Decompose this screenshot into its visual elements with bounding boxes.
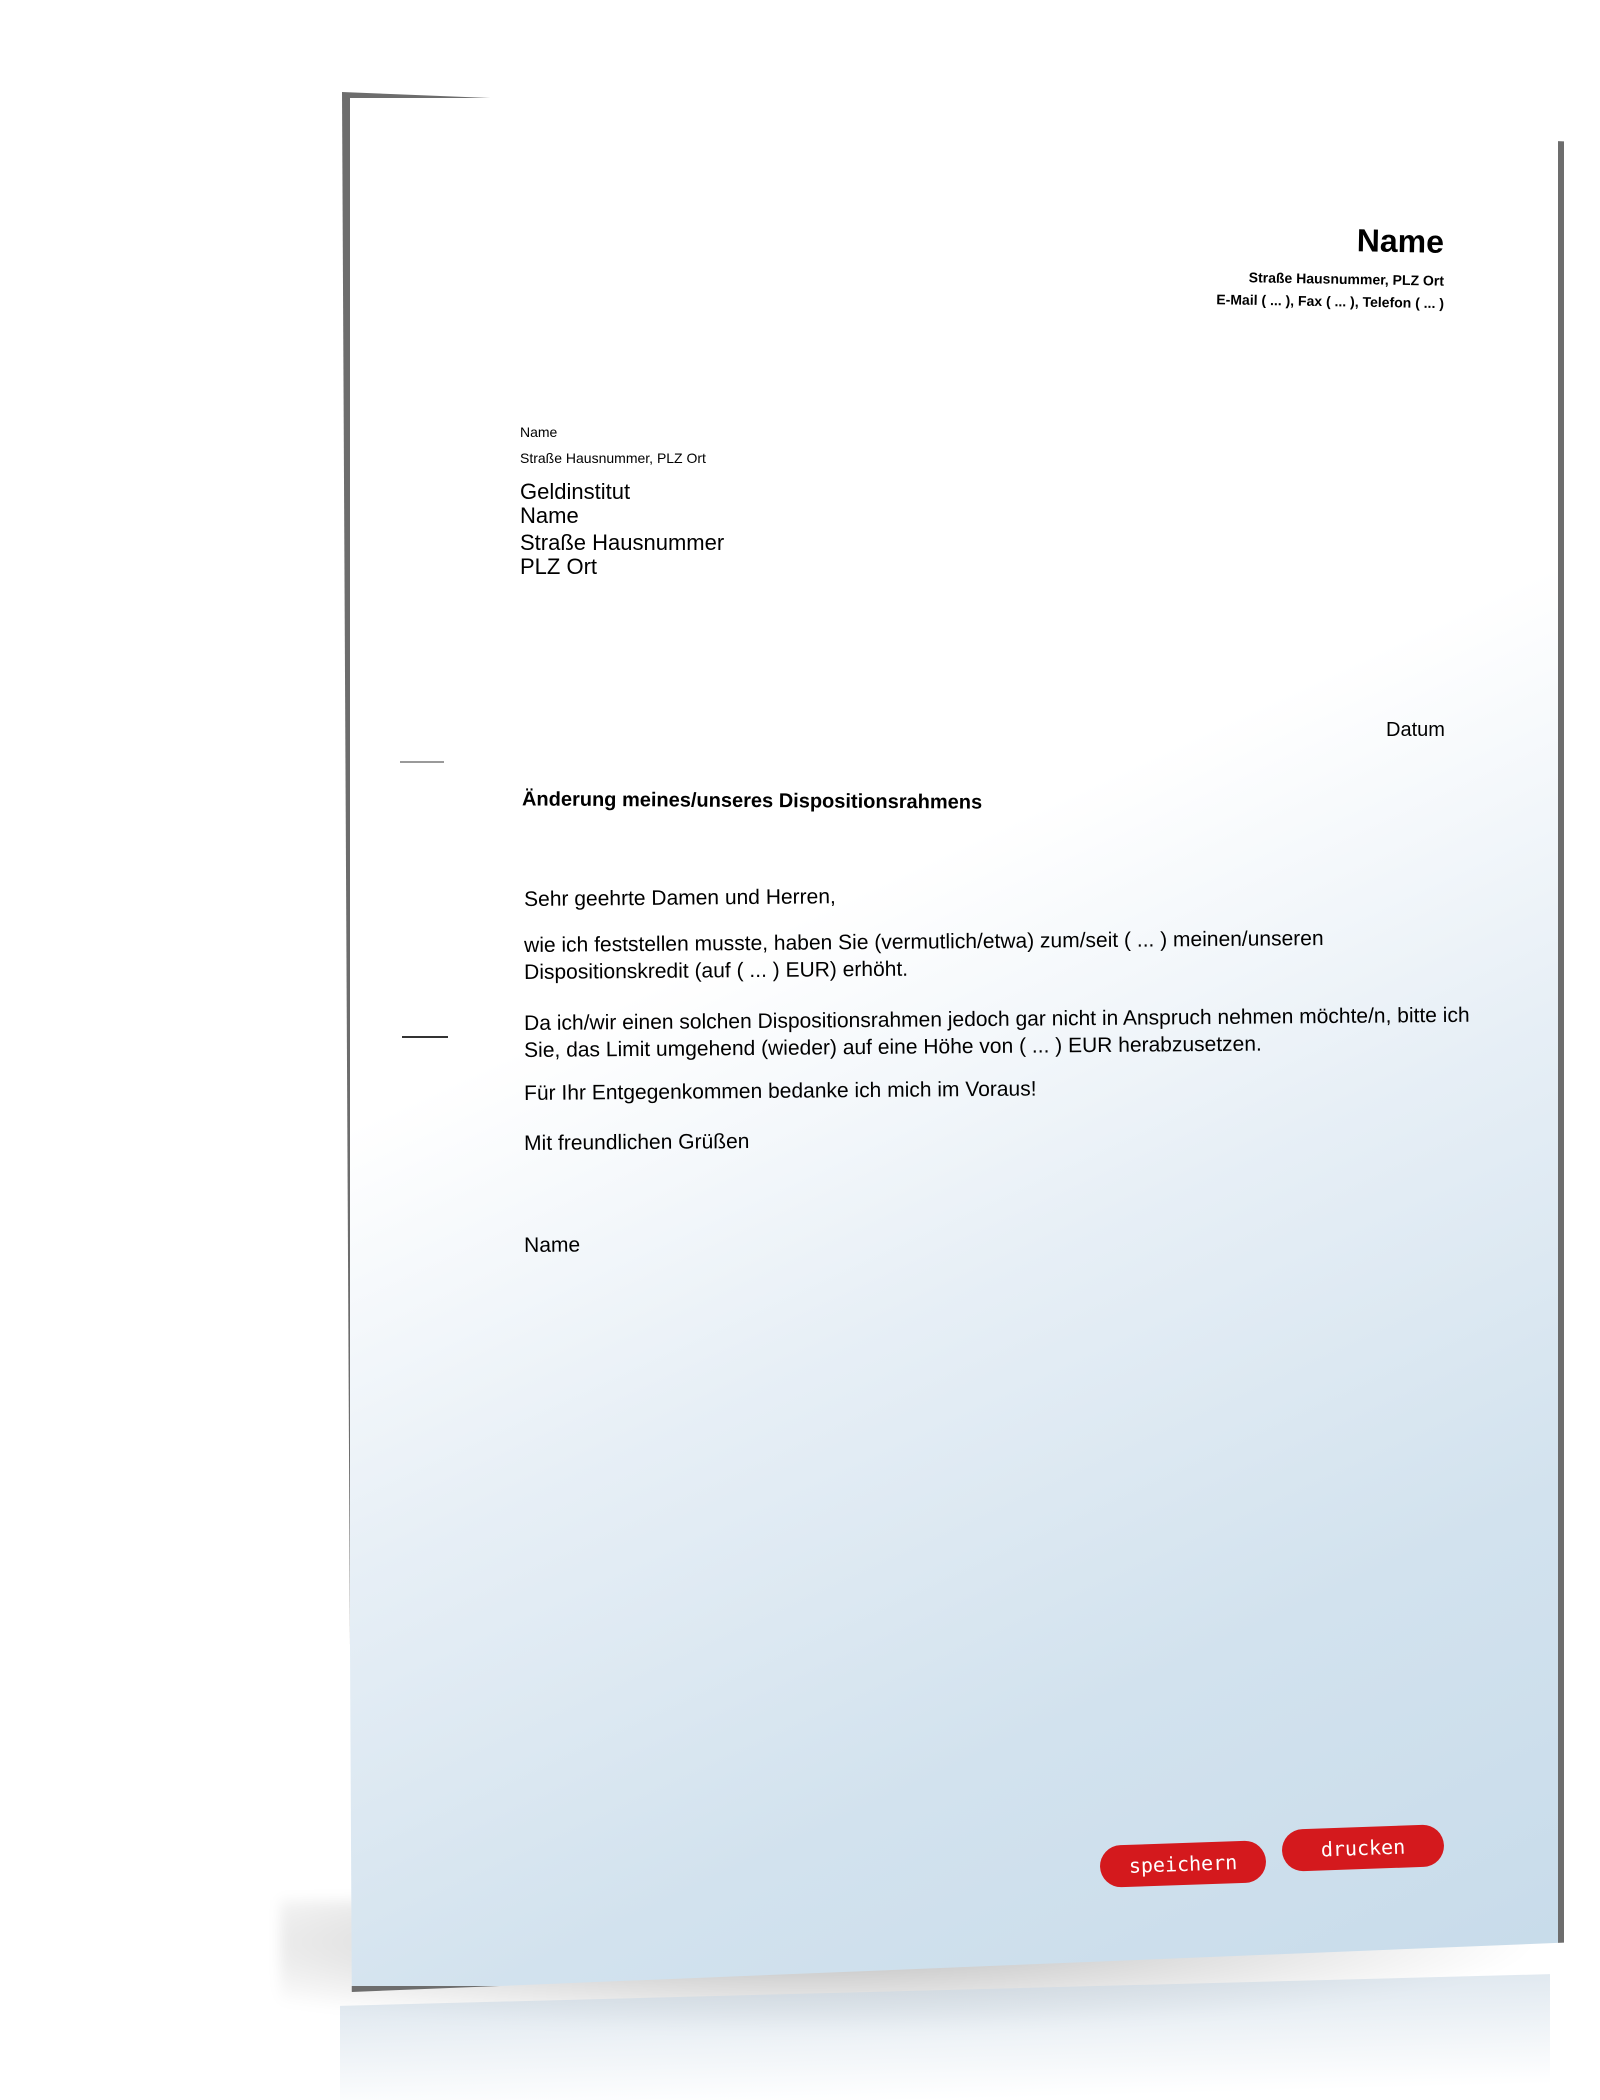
fold-mark-middle bbox=[402, 1036, 448, 1038]
return-address: Straße Hausnummer, PLZ Ort bbox=[520, 450, 706, 466]
paragraph-2-line-1: Da ich/wir einen solchen Dispositionsrahmen jedoch gar nicht in Anspruch nehmen möchte/n, bitte ich bbox=[524, 1003, 1470, 1035]
signature-name: Name bbox=[524, 1233, 581, 1257]
letter-subject: Änderung meines/unseres Dispositionsrahmens bbox=[521, 788, 983, 814]
letter-date: Datum bbox=[1386, 719, 1445, 741]
fold-mark-top bbox=[400, 761, 444, 763]
closing: Mit freundlichen Grüßen bbox=[524, 1130, 750, 1155]
recipient-street: Straße Hausnummer bbox=[520, 530, 725, 555]
paragraph-3: Für Ihr Entgegenkommen bedanke ich mich im Voraus! bbox=[524, 1077, 1037, 1105]
paragraph-1-line-1: wie ich feststellen musste, haben Sie (vermutlich/etwa) zum/seit ( ... ) meinen/unseren bbox=[524, 927, 1324, 957]
recipient-city: PLZ Ort bbox=[520, 554, 598, 579]
salutation: Sehr geehrte Damen und Herren, bbox=[524, 885, 836, 911]
return-name: Name bbox=[520, 424, 558, 440]
sender-address: Straße Hausnummer, PLZ Ort bbox=[1248, 269, 1445, 289]
print-button[interactable]: drucken bbox=[1281, 1824, 1444, 1872]
sender-name: Name bbox=[1356, 222, 1445, 260]
recipient-institution: Geldinstitut bbox=[520, 479, 631, 504]
save-button[interactable]: speichern bbox=[1099, 1840, 1266, 1888]
recipient-name: Name bbox=[520, 503, 579, 528]
paragraph-2-line-2: Sie, das Limit umgehend (wieder) auf eine Höhe von ( ... ) EUR herabzusetzen. bbox=[524, 1032, 1262, 1062]
sender-contact: E-Mail ( ... ), Fax ( ... ), Telefon ( ... ) bbox=[1216, 291, 1445, 312]
paragraph-1-line-2: Dispositionskredit (auf ( ... ) EUR) erhöht. bbox=[524, 957, 909, 984]
